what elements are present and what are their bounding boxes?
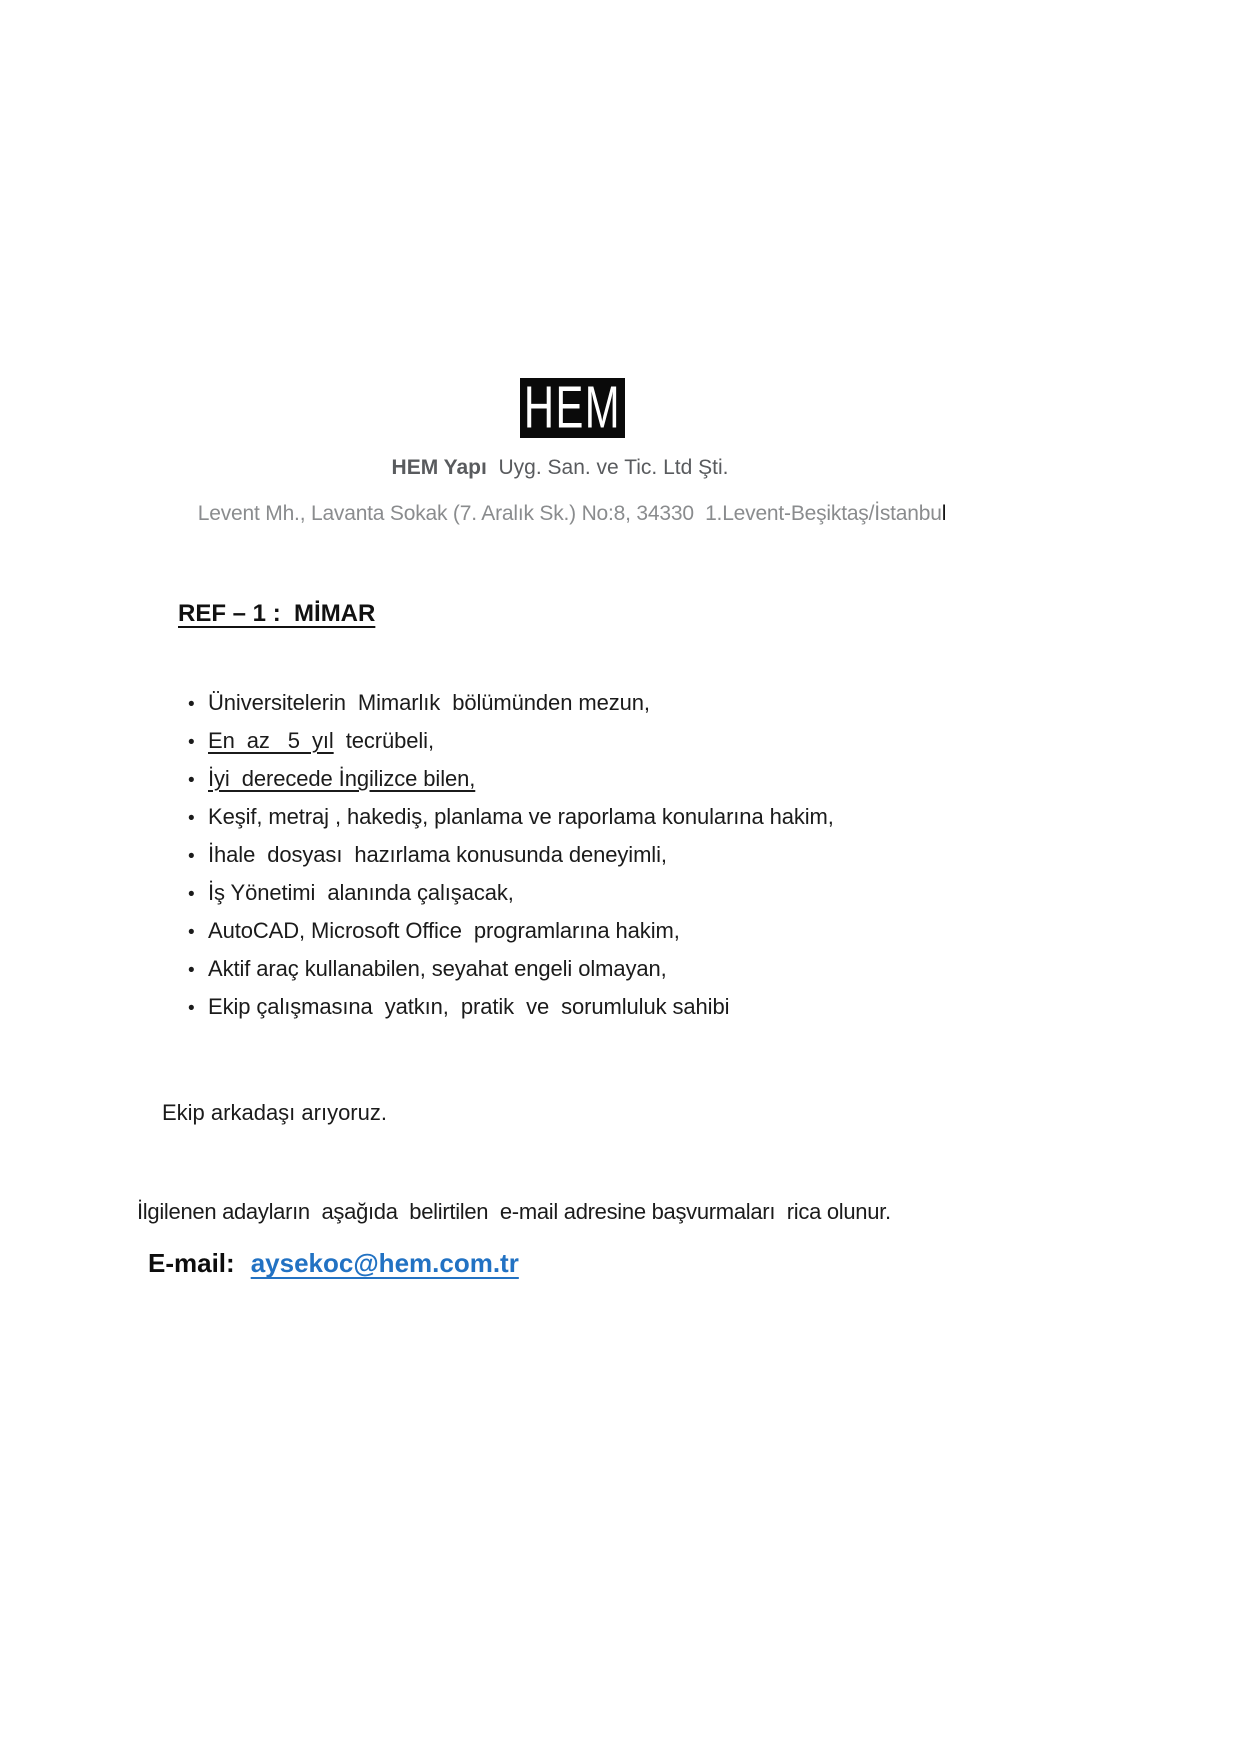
list-item-text: Üniversitelerin Mimarlık bölümünden mezun, xyxy=(208,690,650,715)
list-item xyxy=(188,913,834,951)
list-item xyxy=(188,723,834,761)
list-item-text: Aktif araç kullanabilen, seyahat engeli olmayan, xyxy=(208,956,667,981)
list-item-text: İhale dosyası hazırlama konusunda deneyimli, xyxy=(208,842,667,867)
bullet-icon: • xyxy=(188,922,195,943)
list-item xyxy=(188,951,834,989)
list-item xyxy=(188,761,834,799)
company-name-rest: Uyg. San. ve Tic. Ltd Şti. xyxy=(486,456,729,479)
company-name-line xyxy=(0,456,1120,480)
bullet-icon: • xyxy=(188,694,195,715)
list-item-text: tecrübeli, xyxy=(333,728,434,753)
bullet-icon: • xyxy=(188,808,195,829)
email-row xyxy=(148,1248,519,1279)
bullet-icon: • xyxy=(188,732,195,753)
company-address-tail: l xyxy=(941,502,947,525)
list-item xyxy=(188,837,834,875)
company-address-line xyxy=(0,502,1144,526)
team-line: Ekip arkadaşı arıyoruz. xyxy=(162,1100,387,1125)
company-address: Levent Mh., Lavanta Sokak (7. Aralık Sk.) No:8, 34330 1.Levent-Beşiktaş/İstanbu xyxy=(197,502,942,525)
bullet-icon: • xyxy=(188,846,195,867)
bullet-icon: • xyxy=(188,998,195,1019)
bullet-icon: • xyxy=(188,884,195,905)
ref-heading: REF – 1 : MİMAR xyxy=(178,600,376,627)
list-item-underlined: En az 5 yıl xyxy=(208,728,334,753)
apply-line: İlgilenen adayların aşağıda belirtilen e-mail adresine başvurmaları rica olunur. xyxy=(137,1199,891,1224)
requirements-list xyxy=(188,685,834,1027)
list-item-text: AutoCAD, Microsoft Office programlarına hakim, xyxy=(208,918,680,943)
list-item-text: İş Yönetimi alanında çalışacak, xyxy=(208,880,514,905)
list-item xyxy=(188,685,834,723)
hem-logo xyxy=(520,378,625,438)
bullet-icon: • xyxy=(188,960,195,981)
list-item-text: Ekip çalışmasına yatkın, pratik ve sorumluluk sahibi xyxy=(208,994,730,1019)
bullet-icon: • xyxy=(188,770,195,791)
email-link[interactable]: aysekoc@hem.com.tr xyxy=(250,1248,519,1278)
list-item-text: Keşif, metraj , hakediş, planlama ve raporlama konularına hakim, xyxy=(208,804,834,829)
hem-logo-text: HEM xyxy=(523,378,622,438)
email-label: E-mail: xyxy=(148,1248,235,1278)
list-item xyxy=(188,875,834,913)
list-item xyxy=(188,799,834,837)
company-name-bold: HEM Yapı xyxy=(391,456,487,479)
list-item xyxy=(188,989,834,1027)
list-item-underlined: İyi derecede İngilizce bilen, xyxy=(208,766,476,791)
